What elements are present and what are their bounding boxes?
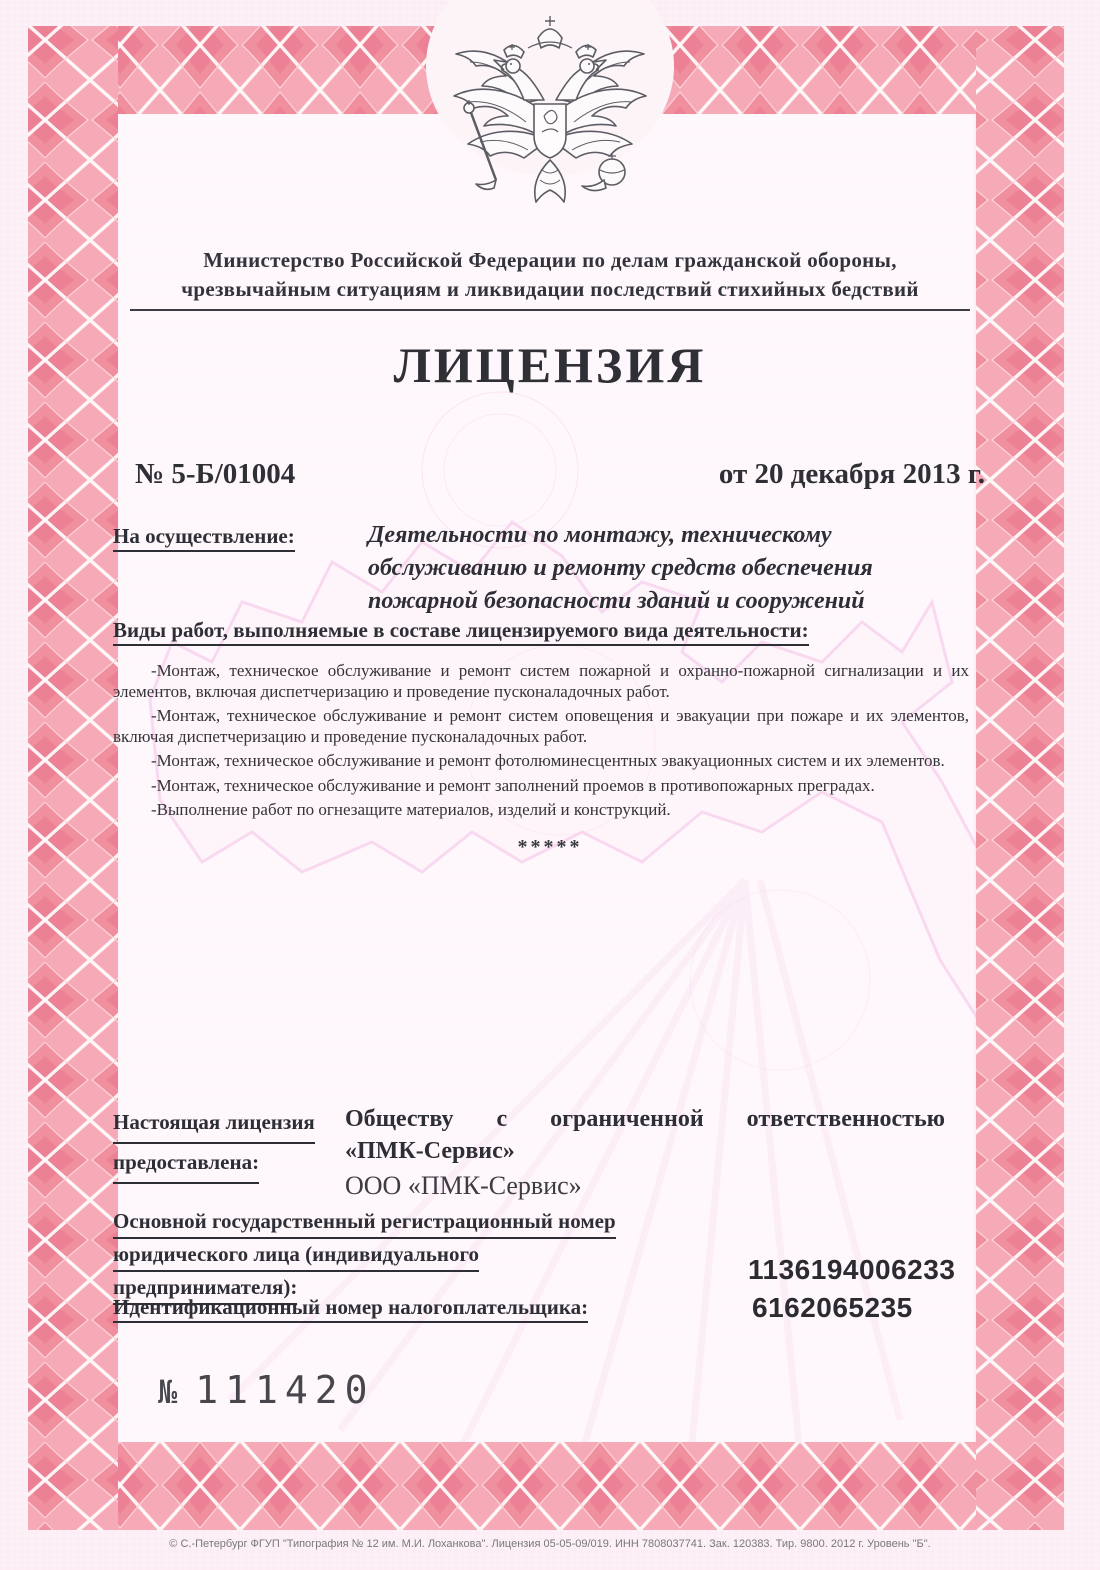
activity-line-1: Деятельности по монтажу, техническому xyxy=(368,522,832,548)
ogrn-label xyxy=(113,1206,616,1305)
works-list xyxy=(113,661,969,821)
works-item: -Выполнение работ по огнезащите материалов, изделий и конструкций. xyxy=(151,800,671,819)
ministry-line-1: Министерство Российской Федерации по делам гражданской обороны, xyxy=(203,248,897,272)
license-number-row xyxy=(135,458,985,491)
activity-label: На осуществление: xyxy=(113,524,295,552)
ogrn-label-line-2: юридического лица (индивидуального xyxy=(113,1239,479,1272)
ogrn-label-line-3: предпринимателя): xyxy=(113,1272,297,1305)
grantee-label xyxy=(113,1104,315,1184)
document-title: ЛИЦЕНЗИЯ xyxy=(393,337,707,393)
grantee-name-block xyxy=(345,1104,945,1203)
license-date: от 20 декабря 2013 г. xyxy=(718,458,985,490)
printer-imprint: © С.-Петербург ФГУП "Типография № 12 им. М.И. Лоханкова". Лицензия 05-05-09/019. ИНН 7808037741. Зак. 120383. Тир. 9800. 2012 г. Уровень "Б". xyxy=(169,1538,931,1550)
license-number: № 5-Б/01004 xyxy=(135,458,296,490)
activity-line-2: обслуживанию и ремонту средств обеспечения xyxy=(368,555,873,581)
inn-label: Идентификационный номер налогоплательщика: xyxy=(113,1295,588,1323)
works-heading: Виды работ, выполняемые в составе лицензируемого вида деятельности: xyxy=(113,618,809,646)
asterisk-separator: ***** xyxy=(517,836,583,858)
works-item: -Монтаж, техническое обслуживание и ремонт систем оповещения и эвакуации при пожаре и их элементов, включая диспетчеризацию и проведение пусконаладочных работ. xyxy=(113,706,969,746)
works-item: -Монтаж, техническое обслуживание и ремонт заполнений проемов в противопожарных преградах. xyxy=(151,775,875,795)
ogrn-value: 1136194006233 xyxy=(748,1254,956,1285)
russian-coat-of-arms-icon xyxy=(440,4,660,234)
ministry-line-2: чрезвычайным ситуациям и ликвидации последствий стихийных бедствий xyxy=(181,277,919,301)
blank-form-number xyxy=(158,1368,375,1412)
grantee-short-name: ООО «ПМК-Сервис» xyxy=(345,1171,582,1200)
grantee-label-line-2: предоставлена: xyxy=(113,1144,259,1184)
blank-number-digits: 111420 xyxy=(195,1368,375,1412)
inn-value: 6162065235 xyxy=(752,1292,913,1323)
ogrn-label-line-1: Основной государственный регистрационный номер xyxy=(113,1206,616,1239)
works-item: -Монтаж, техническое обслуживание и ремонт фотолюминесцентных эвакуационных систем и их элементов. xyxy=(151,751,945,770)
numero-sign: № xyxy=(158,1373,178,1411)
activity-description xyxy=(368,519,943,618)
grantee-label-line-1: Настоящая лицензия xyxy=(113,1104,315,1144)
grantee-name-line-1: Обществу с ограниченной ответственностью xyxy=(345,1106,945,1132)
works-item: -Монтаж, техническое обслуживание и ремонт систем пожарной и охранно-пожарной сигнализации и их элементов, включая диспетчеризацию и проведение пусконаладочных работ. xyxy=(113,661,969,701)
ministry-header xyxy=(130,246,970,311)
activity-line-3: пожарной безопасности зданий и сооружений xyxy=(368,588,865,614)
grantee-name-line-2: «ПМК-Сервис» xyxy=(345,1138,515,1164)
